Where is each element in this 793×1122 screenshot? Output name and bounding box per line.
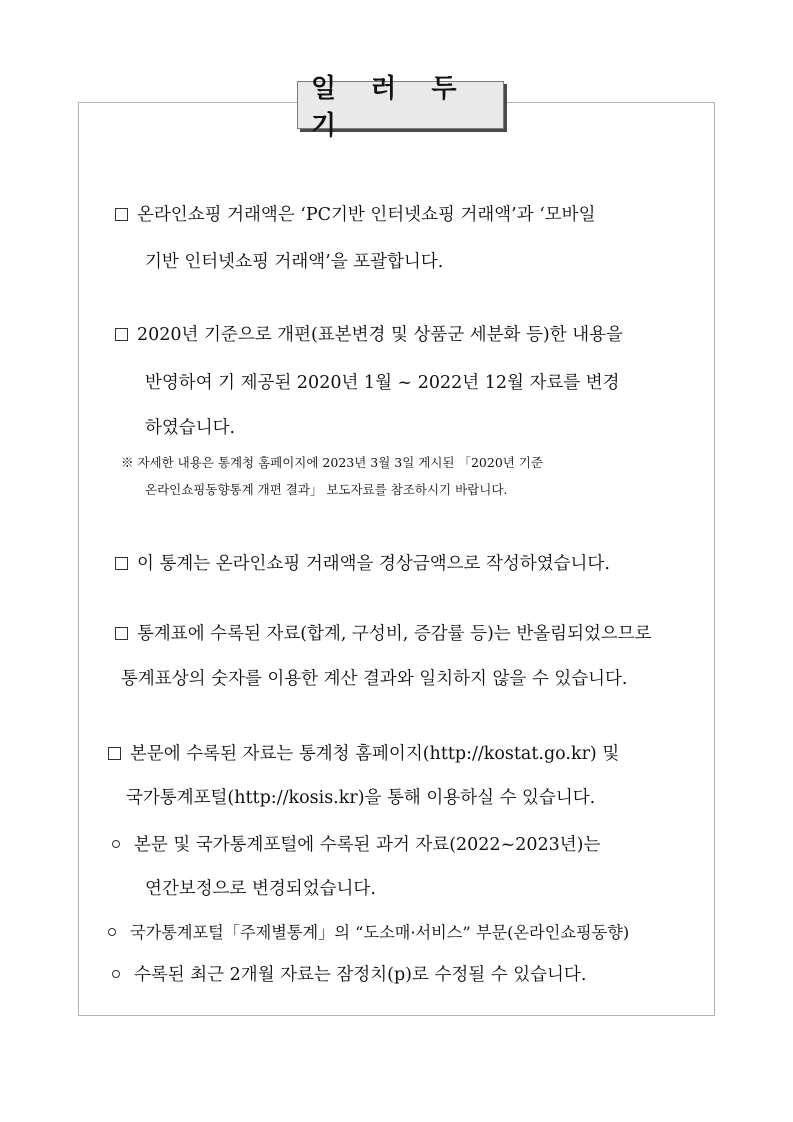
- checkbox-square-icon: [115, 328, 128, 341]
- item-5-line-2: 국가통계포털(http://kosis.kr)을 통해 이용하실 수 있습니다.: [126, 788, 596, 808]
- item-2-line-3: 하였습니다.: [145, 418, 236, 438]
- item-2-line-2: 반영하여 기 제공된 2020년 1월 ~ 2022년 12월 자료를 변경: [145, 373, 620, 393]
- bullet-circle-icon: [112, 840, 120, 848]
- item-5-line-1: 본문에 수록된 자료는 통계청 홈페이지(http://kostat.go.kr) 및: [108, 735, 688, 773]
- checkbox-square-icon: [115, 557, 128, 570]
- item-5-sub-2-line-1: 국가통계포털「주제별통계」의 “도소매·서비스” 부문(온라인쇼핑동향): [108, 914, 688, 952]
- item-1-line-1: 온라인쇼핑 거래액은 ‘PC기반 인터넷쇼핑 거래액’과 ‘모바일: [115, 196, 695, 234]
- item-4-line-1: 통계표에 수록된 자료(합계, 구성비, 증감률 등)는 반올림되었으므로: [115, 615, 695, 653]
- item-4-line-2: 통계표상의 숫자를 이용한 계산 결과와 일치하지 않을 수 있습니다.: [121, 669, 628, 689]
- item-5-sub-1-line-2: 연간보정으로 변경되었습니다.: [145, 879, 376, 899]
- checkbox-square-icon: [115, 627, 128, 640]
- item-5-sub-3-line-1: 수록된 최근 2개월 자료는 잠정치(p)로 수정될 수 있습니다.: [112, 956, 692, 994]
- item-2-note-line-1: ※ 자세한 내용은 통계청 홈페이지에 2023년 3월 3일 게시된 「2020년 기준: [121, 455, 543, 470]
- item-1-line-2: 기반 인터넷쇼핑 거래액’을 포괄합니다.: [145, 252, 444, 272]
- item-2-note-line-2: 온라인쇼핑동향통계 개편 결과」 보도자료를 참조하시기 바랍니다.: [145, 482, 508, 497]
- item-5-sub-1-line-1: 본문 및 국가통계포털에 수록된 과거 자료(2022~2023년)는: [112, 826, 692, 864]
- checkbox-square-icon: [115, 208, 128, 221]
- item-2-line-1: 2020년 기준으로 개편(표본변경 및 상품군 세분화 등)한 내용을: [115, 316, 695, 354]
- bullet-circle-icon: [112, 970, 120, 978]
- checkbox-square-icon: [108, 747, 121, 760]
- item-3-line-1: 이 통계는 온라인쇼핑 거래액을 경상금액으로 작성하였습니다.: [115, 545, 695, 583]
- bullet-circle-icon: [108, 928, 116, 936]
- page-title: 일 러 두 기: [297, 81, 504, 129]
